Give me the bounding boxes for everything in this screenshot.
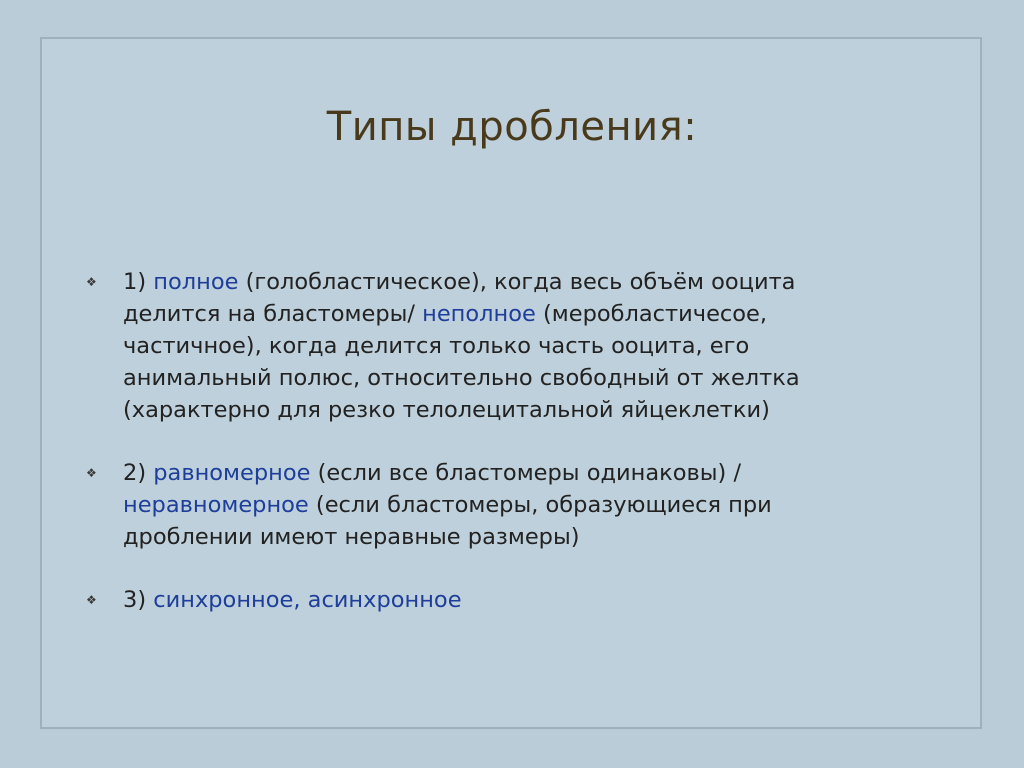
bullet-marker-icon: ❖ <box>86 466 97 480</box>
bullet-text-segment: 2) <box>123 460 154 486</box>
bullet-item <box>86 584 886 616</box>
slide-title: Типы дробления: <box>326 104 698 150</box>
bullet-highlight-term: неполное <box>422 301 536 327</box>
bullet-highlight-term: полное <box>153 269 239 295</box>
bullet-item <box>86 457 886 553</box>
bullet-text-segment: 1) <box>123 269 154 295</box>
bullet-text-segment: (меробластичесое, частичное), когда делится только часть ооцита, его анимальный полюс, относительно свободный от желтка (характерно для резко телолецитальной яйцеклетки) <box>123 301 800 423</box>
bullet-marker-icon: ❖ <box>86 593 97 607</box>
bullet-text-segment: (если все бластомеры одинаковы) / <box>310 460 742 486</box>
bullet-marker-icon: ❖ <box>86 275 97 289</box>
bullet-highlight-term: неравномерное <box>123 492 309 518</box>
bullet-text-segment: (голобластическое), когда весь объём ооцита делится на бластомеры/ <box>123 269 796 327</box>
bullet-text-segment: (если бластомеры, образующиеся при дроблении имеют неравные размеры) <box>123 492 772 550</box>
bullet-text-segment: 3) <box>123 587 154 613</box>
bullet-highlight-term: равномерное <box>153 460 311 486</box>
bullet-list <box>86 266 886 616</box>
bullet-highlight-term: синхронное, асинхронное <box>153 587 462 613</box>
bullet-item <box>86 266 886 426</box>
